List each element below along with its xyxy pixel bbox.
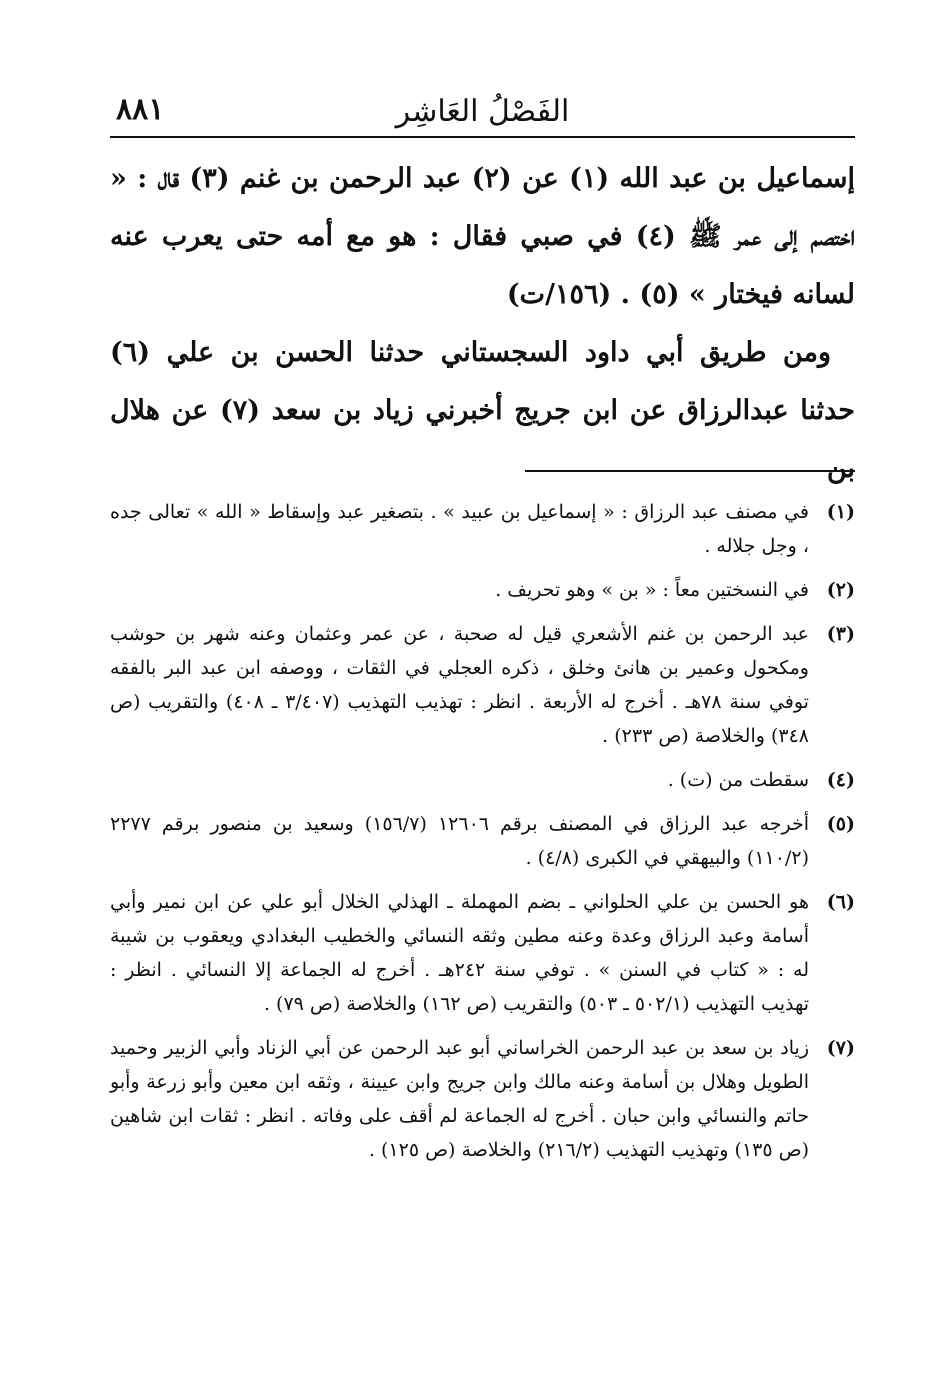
footnote-divider (525, 470, 855, 472)
footnote-text: في النسختين معاً : « بن » وهو تحريف . (495, 579, 809, 601)
main-text (110, 150, 855, 498)
footnote-3 (110, 617, 855, 753)
footnote-number: (٤) (826, 769, 855, 791)
footnote-2 (110, 573, 855, 607)
chapter-title: الفَصْلُ العَاشِر (395, 94, 570, 129)
footnote-6 (110, 885, 855, 1021)
footnote-4 (110, 763, 855, 797)
footnote-7 (110, 1031, 855, 1167)
footnote-text: زياد بن سعد بن عبد الرحمن الخراساني أبو عبد الرحمن عن أبي الزناد وأبي الزبير وحميد الطويل وهلال بن أسامة وعنه مالك وابن جريج وابن عيينة ، وثقه ابن معين وأبو زرعة وأبو حاتم والنسائي وابن حبان . أخرج له الجماعة لم أقف على وفاته . انظر : ثقات ابن شاهين (ص ١٣٥) وتهذيب التهذيب (٢١٦/٢) والخلاصة (ص ١٢٥) . (110, 1037, 809, 1161)
main-paragraph-2: ومن طريق أبي داود السجستاني حدثنا الحسن بن علي (٦) حدثنا عبدالرزاق عن ابن جريج أخبرني زياد بن سعد (٧) عن هلال بن (110, 337, 855, 484)
page-number: ٨٨١ (116, 92, 165, 127)
footnote-text: هو الحسن بن علي الحلواني ـ بضم المهملة ـ الهذلي الخلال أبو علي عن ابن نمير وأبي أسامة وعبد الرزاق وعدة وعنه مطين وثقه النسائي والخطيب البغدادي ويعقوب بن شيبة له : « كتاب في السنن » . توفي سنة ٢٤٢هـ . أخرج له الجماعة إلا النسائي . انظر : تهذيب التهذيب (٥٠٢/١ ـ ٥٠٣) والتقريب (ص ١٦٢) والخلاصة (ص ٧٩) . (110, 891, 809, 1015)
footnote-text: عبد الرحمن بن غنم الأشعري قيل له صحبة ، عن عمر وعثمان وعنه شهر بن حوشب ومكحول وعمير بن هانئ وخلق ، ذكره العجلي في الثقات ، ووصفه ابن عبد البر بالفقه توفي سنة ٧٨هـ . أخرج له الأربعة . انظر : تهذيب التهذيب (٣/٤٠٧ ـ ٤٠٨) والتقريب (ص ٣٤٨) والخلاصة (ص ٢٣٣) . (110, 623, 809, 747)
footnote-number: (١) (826, 501, 855, 523)
footnote-number: (٣) (826, 623, 855, 645)
footnote-text: في مصنف عبد الرزاق : « إسماعيل بن عبيد » . بتصغير عبد وإسقاط « الله » تعالى جده ، وجل جلاله . (110, 501, 809, 557)
main-paragraph-1: إسماعيل بن عبد الله (١) عن (٢) عبد الرحمن بن غنم (٣) قال : « اختصم إلى عمر ﷺ (٤) في صبي فقال : هو مع أمه حتى يعرب عنه لسانه فيختار » (٥) . (١٥٦/ت) (110, 163, 855, 310)
footnote-number: (٥) (826, 813, 855, 835)
running-header (110, 92, 855, 138)
footnote-1 (110, 495, 855, 563)
footnotes (110, 495, 855, 1177)
footnote-number: (٢) (826, 579, 855, 601)
footnote-text: سقطت من (ت) . (667, 769, 809, 791)
footnote-number: (٧) (826, 1037, 855, 1059)
footnote-5 (110, 807, 855, 875)
footnote-text: أخرجه عبد الرزاق في المصنف برقم ١٢٦٠٦ (١٥٦/٧) وسعيد بن منصور برقم ٢٢٧٧ (١١٠/٢) والبيهقي في الكبرى (٤/٨) . (110, 813, 810, 869)
footnote-number: (٦) (826, 891, 855, 913)
